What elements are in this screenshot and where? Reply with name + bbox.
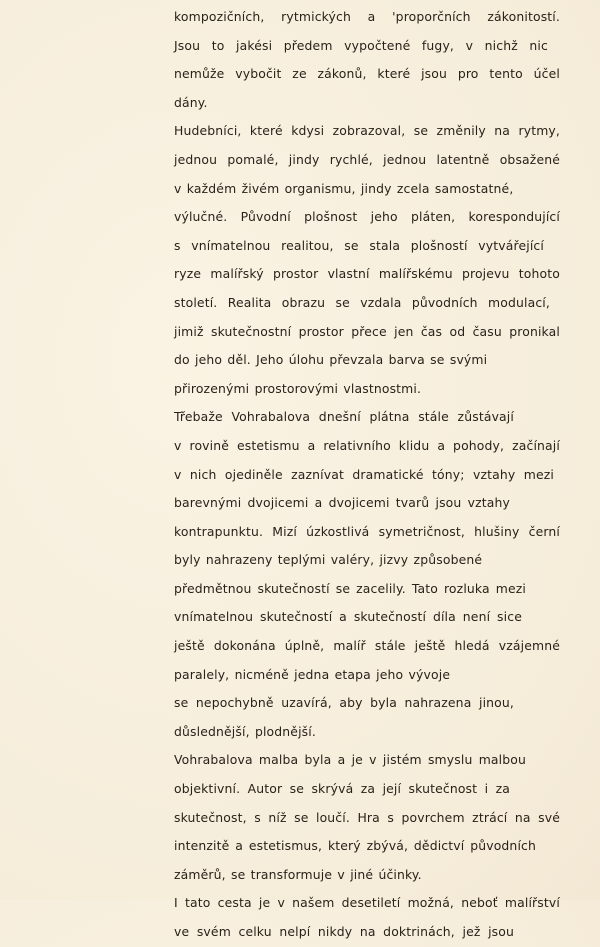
text-line: do jeho děl. Jeho úlohu převzala barva se svými (174, 352, 488, 368)
text-line: Jsou to jakési předem vypočtené fugy, v nichž nic (174, 37, 548, 53)
text-line: nemůže vybočit ze zákonů, které jsou pro tento účel (174, 66, 560, 82)
text-line: století. Realita obrazu se vzdala původních modulací, (174, 294, 550, 310)
text-line: přirozenými prostorovými vlastnostmi. (174, 380, 422, 396)
text-line: Hudebníci, které kdysi zobrazoval, se změnily na rytmy, (174, 123, 560, 139)
text-line: I tato cesta je v našem desetiletí možná, neboť malířství (174, 895, 560, 911)
text-line: důslednější, plodnější. (174, 723, 316, 739)
text-line: ve svém celku nelpí nikdy na doktrinách, jež jsou (174, 924, 514, 939)
text-line: byly nahrazeny teplými valéry, jizvy způsobené (174, 552, 483, 568)
text-line: v nich ojediněle zaznívat dramatické tóny; vztahy mezi (174, 466, 554, 482)
paragraph-5 (174, 889, 574, 946)
text-line: v každém živém organismu, jindy zcela samostatné, (174, 180, 514, 196)
text-line: skutečnost, s níž se loučí. Hra s povrchem ztrácí na své (174, 809, 560, 825)
text-line: vnímatelnou skutečností a skutečností díla není sice (174, 609, 522, 625)
text-line: v rovině estetismu a relativního klidu a pohody, začínají (174, 437, 560, 453)
text-line: s vnímatelnou realitou, se stala plošností vytvářející (174, 237, 544, 253)
paragraph-1 (174, 3, 574, 117)
text-line: se nepochybně uzavírá, aby byla nahrazena jinou, (174, 695, 514, 711)
text-line: ryze malířský prostor vlastní malířskému projevu tohoto (174, 266, 560, 282)
text-line: kontrapunktu. Mizí úzkostlivá symetričnost, hlušiny černí (174, 523, 560, 539)
text-line: výlučné. Původní plošnost jeho pláten, korespondující (174, 209, 560, 225)
text-line: objektivní. Autor se skrývá za její skutečnost i za (174, 781, 510, 797)
text-line: jednou pomalé, jindy rychlé, jednou latentně obsažené (174, 151, 560, 167)
text-line: barevnými dvojicemi a dvojicemi tvarů jsou vztahy (174, 495, 510, 511)
paragraph-3 (174, 403, 574, 746)
text-line: paralely, nicméně jedna etapa jeho vývoje (174, 666, 451, 682)
paragraph-4 (174, 746, 574, 889)
text-line: jimiž skutečnostní prostor přece jen čas od času pronikal (174, 323, 560, 339)
document-page (174, 3, 574, 947)
paragraph-2 (174, 117, 574, 403)
text-line: záměrů, se transformuje v jiné účinky. (174, 866, 422, 882)
text-line: předmětnou skutečností se zacelily. Tato rozluka mezi (174, 580, 526, 596)
text-line: intenzitě a estetismus, který zbývá, dědictví původních (174, 838, 536, 854)
text-line: kompozičních, rytmických a 'proporčních zákonitostí. (174, 9, 560, 24)
text-line: dány. (174, 94, 208, 110)
text-line: ještě dokonána úplně, malíř stále ještě hledá vzájemné (174, 638, 560, 654)
text-line: Vohrabalova malba byla a je v jistém smyslu malbou (174, 752, 526, 768)
text-line: Třebaže Vohrabalova dnešní plátna stále zůstávají (174, 409, 514, 425)
